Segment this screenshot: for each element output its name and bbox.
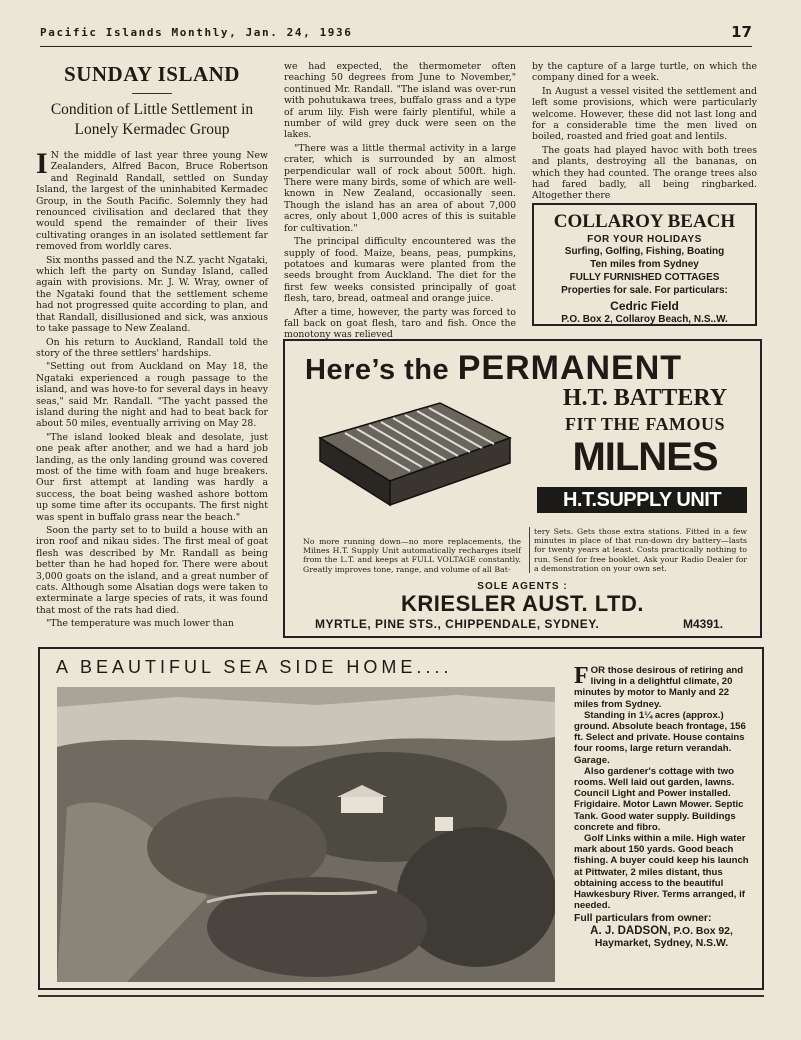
ad-line: Surfing, Golfing, Fishing, Boating (564, 246, 725, 257)
agent-address: MYRTLE, PINE STS., CHIPPENDALE, SYDNEY. (315, 617, 600, 631)
drop-cap: F (574, 663, 589, 689)
article-subtitle: Condition of Little Settlement in Lonely Kermadec Group (50, 101, 254, 138)
ad-body-left: No more running down—no more replacements, the Milnes H.T. Supply Unit automatically recharges itself from the L.T. and keeps at FULL VOLTAGE constantly. Greatly improves tone, range, and volume of all Bat- (303, 537, 521, 574)
property-photo (57, 687, 555, 982)
ad-address: P.O. Box 2, Collaroy Beach, N.S..W. (561, 314, 728, 325)
article-paragraph: we had expected, the thermometer often reaching 50 degrees from June to November," continued Mr. Randall. "The island was over-run with pohutukawa trees, buffalo grass and a type of arum lily. Fish were fairly plentiful, while a number of wild grey duck were seen on the lakes. (284, 61, 516, 141)
article-title: SUNDAY ISLAND (64, 62, 240, 86)
milnes-battery-ad (283, 339, 762, 638)
ad-headline: Here’s the PERMANENT (305, 349, 683, 387)
article-paragraph: Six months passed and the N.Z. yacht Ngataki, which left the party on Sunday Island, called again with provisions. Mr. J. W. Wray, owner of the Ngataki found that the settlement scheme had not progressed quite according to plan, and that Randall, disillusioned and sick, was anxious to take passage to New Zealand. (36, 254, 268, 335)
sole-agents-label: SOLE AGENTS : (477, 581, 568, 592)
article-paragraph: The principal difficulty encountered was the supply of food. Maize, beans, peas, pumpkins, potatoes and kumaras were planted from the seeds brought from Auckland. The diet for the first few weeks consisted principally of goat flesh, taro, bread, oatmeal and orange juice. (284, 236, 516, 305)
ad-line: FULLY FURNISHED COTTAGES (569, 272, 720, 283)
ad-contact-name: Cedric Field (610, 299, 679, 313)
article-paragraph: by the capture of a large turtle, on which the company dined for a week. (532, 61, 757, 84)
running-title: Pacific Islands Monthly, Jan. 24, 1936 (40, 26, 353, 39)
battery-unit-illustration (315, 393, 515, 513)
seaside-home-ad (38, 647, 764, 990)
title-rule (132, 93, 172, 94)
article-paragraph: "There was a little thermal activity in a large crater, which is surrounded by an almost perpendicular wall of rock about 500ft. high. There were many birds, some of which are well-known in New Zealand, occasionally seen. Though the island has an area of about 7,000 acres, only about 1,000 acres of this is suitable for cultivation." (284, 142, 516, 234)
milnes-logo: MILNES (572, 435, 718, 479)
article-paragraph: Soon the party set to to build a house with an iron roof and nikau sides. The first meal of goat flesh was described by Mr. Randall as being better than he had hoped for. There were about 3,000 goats on the island, and a great number of cats. Although some Alsatian dogs were taken to exterminate a large species of rats, it was found that most of the rats had died. (36, 525, 268, 616)
bottom-rule (38, 995, 764, 997)
article-paragraph: On his return to Auckland, Randall told the story of the three settlers' hardships. (36, 336, 268, 359)
ad-paragraph: Golf Links within a mile. High water mark about 150 yards. Good beach fishing. A buyer could keep his launch at Pittwater, 2 miles distant, thus obtaining access to the beautiful Hawkesbury River. Terms arranged, if needed. (574, 833, 749, 912)
ad-fit-heading: FIT THE FAMOUS (564, 414, 726, 434)
ad-body-right: tery Sets. Gets those extra stations. Fitted in a few minutes in place of that run-down dry battery—lasts for twenty years at least. Costs practically nothing to run. Send for free booklet. Ask your Radio Dealer for a demonstration on your own set. (529, 527, 747, 573)
drop-cap: I (36, 147, 48, 180)
ad-line: Ten miles from Sydney (590, 259, 699, 270)
collaroy-beach-ad (532, 203, 757, 326)
ad-line: Properties for sale. For particulars: (561, 285, 728, 296)
supply-unit-banner: H.T.SUPPLY UNIT (537, 487, 747, 513)
article-paragraph: I N the middle of last year three young New Zealanders, Alfred Bacon, Bruce Robertson and Reginald Randall, settled on Sunday Island, the largest of the uninhabited Kermadec Group, in the South Pacific. Solemnly they had renounced civilisation and declared that they would spend the remainder of their lives cultivating oranges in an isolated settlement far removed from worldly cares. (36, 147, 268, 253)
ad-paragraph: Standing in 1¼ acres (approx.) ground. Absolute beach frontage, 156 ft. Select and private. House contains four rooms, large return verandah. Garage. (574, 709, 746, 766)
article-paragraph: The goats had played havoc with both trees and plants, destroying all the bananas, on which they had counted. The orange trees also had fared badly, all being ringbarked. Altogether there (532, 144, 757, 202)
article-paragraph: "The temperature was much lower than (46, 618, 234, 630)
page-number: 17 (731, 23, 752, 41)
ad-paragraph: Also gardener's cottage with two rooms. Well laid out garden, lawns. Council Light and Power installed. Frigidaire. Motor Lawn Mower. Septic Tank. Good water supply. Buildings concrete and fibro. (574, 765, 744, 833)
ad-heading: A BEAUTIFUL SEA SIDE HOME.... (56, 657, 453, 677)
running-header (40, 22, 752, 47)
ad-description (574, 665, 749, 950)
article-paragraph: "Setting out from Auckland on May 18, the Ngataki experienced a rough passage to the island, and was hove-to for several days in heavy seas," said Mr. Randall. "The yacht passed the island during the night and had to beat back for about 50 miles, eventually arriving on May 28. (36, 361, 268, 430)
agent-phone: M4391. (683, 617, 724, 631)
agent-company: KRIESLER AUST. LTD. (401, 591, 644, 616)
ad-line: FOR YOUR HOLIDAYS (587, 234, 702, 245)
article-paragraph: "The island looked bleak and desolate, just one peak after another, and we had a hard job landing, as the only landing ground was covered most of the time with foam and huge breakers. Our first attempt at landing was hardly a success, the boat being washed ashore bottom up some time after its occupants. The first night was spent in buffalo grass near the beach." (36, 431, 268, 523)
article-column-2 (284, 61, 516, 343)
article-paragraph: In August a vessel visited the settlement and left some provisions, which were particularly welcome. However, these did not last long and for a considerable time the men lived on boiled, roasted and fried goat and lentils. (532, 85, 757, 143)
article-column-1 (36, 58, 268, 632)
article-column-3 (532, 61, 757, 204)
article-paragraph: After a time, however, the party was forced to fall back on goat flesh, taro and fish. Once the monotony was relieved (284, 306, 516, 341)
ad-heading: COLLAROY BEACH (553, 211, 736, 232)
ad-battery-heading: H.T. BATTERY (562, 385, 728, 411)
ad-paragraph: FOR those desirous of retiring and living in a delightful climate, 20 minutes by motor to Manly and 22 miles from Sydney. (574, 663, 744, 710)
owner-contact: Full particulars from owner: A. J. DADSON, P.O. Box 92, Haymarket, Sydney, N.S.W. (574, 913, 733, 950)
